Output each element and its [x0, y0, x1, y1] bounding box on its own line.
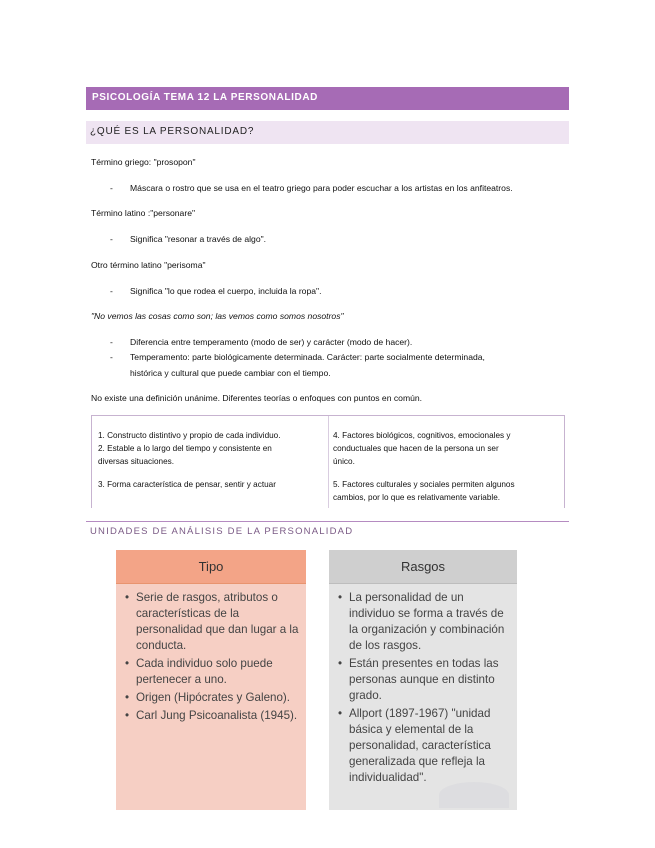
bullet-row-1 — [0, 334, 655, 350]
latin-bullet-2-row — [0, 283, 655, 299]
rasgos-card-header — [329, 550, 517, 584]
table-cell-4c: único. — [333, 457, 355, 466]
list-item: • Serie de rasgos, atributos o características de la personalidad que dan lugar a la conducta. — [124, 590, 300, 654]
table-cell-4b: conductuales que hacen de la persona un ser — [333, 444, 499, 453]
table-cell-2a: 2. Estable a lo largo del tiempo y consistente en — [98, 444, 272, 453]
table-divider — [328, 416, 329, 508]
table-cell-1: 1. Constructo distintivo y propio de cada individuo. — [98, 431, 281, 440]
rasgos-card — [329, 550, 517, 810]
section-heading-bar — [86, 121, 569, 144]
characteristics-table — [91, 415, 565, 508]
latin-bullet: Significa "resonar a través de algo". — [130, 234, 267, 244]
bullet-dash: - — [110, 352, 113, 362]
table-cell-3: 3. Forma característica de pensar, sentir y actuar — [98, 480, 276, 489]
main-heading-bar — [86, 87, 569, 110]
table-cell-2b: diversas situaciones. — [98, 457, 174, 466]
bullet-row-2 — [0, 349, 655, 365]
definition-note: No existe una definición unánime. Diferentes teorías o enfoques con puntos en común. — [91, 393, 423, 403]
tipo-card — [116, 550, 306, 810]
latin-term-2: Otro término latino "perisoma" — [91, 260, 206, 270]
greek-bullet-row — [0, 180, 655, 196]
tipo-card-header — [116, 550, 306, 584]
bullet-text: Diferencia entre temperamento (modo de ser) y carácter (modo de hacer). — [130, 337, 413, 347]
latin-term: Término latino :"personare" — [91, 208, 196, 218]
list-item: • Allport (1897-1967) "unidad básica y elemental de la personalidad, característica generalizada que refleja la individualidad". — [337, 706, 509, 786]
list-item: • Están presentes en todas las personas aunque en distinto grado. — [337, 656, 509, 704]
quote: "No vemos las cosas como son; las vemos como somos nosotros" — [91, 311, 344, 321]
list-item: • Origen (Hipócrates y Galeno). — [124, 690, 300, 706]
bullet-dash: - — [110, 183, 113, 193]
bullet-dash: - — [110, 337, 113, 347]
rasgos-card-list — [337, 590, 509, 788]
bullet-dash: - — [110, 286, 113, 296]
main-heading: PSICOLOGÍA TEMA 12 LA PERSONALIDAD — [92, 92, 318, 103]
table-cell-5a: 5. Factores culturales y sociales permiten algunos — [333, 480, 515, 489]
bullet-text-continued: histórica y cultural que puede cambiar con el tiempo. — [130, 368, 331, 378]
greek-bullet: Máscara o rostro que se usa en el teatro griego para poder escuchar a los artistas en los anfiteatros. — [130, 183, 513, 193]
latin-bullet-row — [0, 231, 655, 247]
units-heading: UNIDADES DE ANÁLISIS DE LA PERSONALIDAD — [90, 526, 354, 537]
list-item: • La personalidad de un individuo se forma a través de la organización y combinación de los rasgos. — [337, 590, 509, 654]
latin-bullet-2: Significa "lo que rodea el cuerpo, incluida la ropa". — [130, 286, 322, 296]
bullet-dash: - — [110, 234, 113, 244]
list-item: • Carl Jung Psicoanalista (1945). — [124, 708, 300, 724]
tipo-card-title: Tipo — [198, 559, 224, 574]
table-cell-5b: cambios, por lo que es relativamente variable. — [333, 493, 501, 502]
section-underline — [86, 521, 569, 522]
bullet-text: Temperamento: parte biológicamente determinada. Carácter: parte socialmente determinada, — [130, 352, 485, 362]
list-item: • Cada individuo solo puede pertenecer a uno. — [124, 656, 300, 688]
rasgos-card-title: Rasgos — [400, 559, 446, 574]
table-cell-4a: 4. Factores biológicos, cognitivos, emocionales y — [333, 431, 511, 440]
bullet-row-3 — [0, 365, 655, 381]
greek-term: Término griego: "prosopon" — [91, 157, 196, 167]
section-heading: ¿QUÉ ES LA PERSONALIDAD? — [90, 126, 255, 137]
tipo-card-list — [124, 590, 300, 726]
